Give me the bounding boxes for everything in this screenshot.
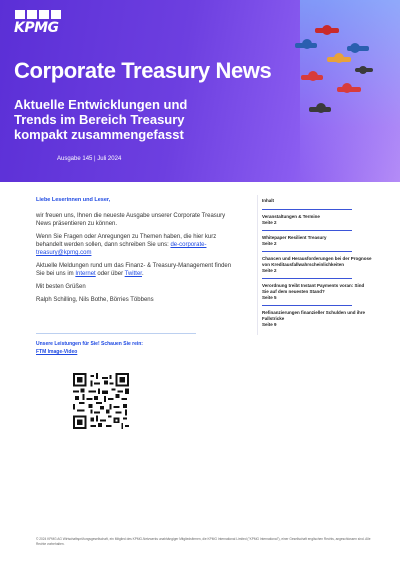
intro-paragraph: wir freuen uns, Ihnen die neueste Ausgabe unserer Corporate Treasury News präsentieren zu können. xyxy=(36,213,226,227)
skydivers-photo xyxy=(285,10,385,135)
email-link[interactable]: de-corporate-treasury@kpmg.com xyxy=(36,242,207,256)
editorial-letter xyxy=(36,196,236,309)
closing: Mit besten Grüßen xyxy=(36,284,86,290)
news-paragraph: Aktuelle Meldungen rund um das Finanz- & Treasury-Management finden Sie bei uns im Internet oder über Twitter. xyxy=(36,263,232,277)
toc-rule xyxy=(262,209,352,210)
video-link[interactable]: FTM Image-Video xyxy=(36,349,78,355)
toc-divider xyxy=(257,195,258,335)
page-subtitle: Aktuelle Entwicklungen und Trends im Bereich Treasury kompakt zusammengefasst xyxy=(14,97,188,142)
greeting: Liebe Leserinnen und Leser, xyxy=(36,197,111,203)
toc-rule xyxy=(262,305,352,306)
toc-heading: Inhalt xyxy=(262,198,274,203)
toc-item[interactable]: Veranstaltungen & Termine Seite 2 xyxy=(262,214,320,225)
table-of-contents xyxy=(262,198,372,329)
toc-rule xyxy=(262,251,352,252)
page-title: Corporate Treasury News xyxy=(14,58,272,83)
section-divider xyxy=(36,333,196,334)
services-heading: Unsere Leistungen für Sie! Schauen Sie rein: xyxy=(36,341,143,347)
toc-rule xyxy=(262,230,352,231)
toc-rule xyxy=(262,278,352,279)
twitter-link[interactable]: Twitter xyxy=(124,271,142,277)
issue-label: Ausgabe 145 | Juli 2024 xyxy=(57,156,122,162)
skydiver-figure xyxy=(315,25,339,35)
internet-link[interactable]: Internet xyxy=(75,271,96,277)
kpmg-logo xyxy=(14,10,74,40)
legal-footer: © 2024 KPMG AG Wirtschaftsprüfungsgesellschaft, ein Mitglied des KPMG-Netzwerks unabhängiger Mitgliedsfirmen, die KPMG International Limited ("KPMG International"), einer Gesellschaft englischen Rechts, angeschlossen sind. Alle Rechte vorbehalten. xyxy=(36,537,371,546)
qr-code[interactable] xyxy=(73,373,129,429)
header-banner xyxy=(0,0,400,182)
logo-text: KPMG xyxy=(14,20,59,36)
toc-item[interactable]: Verordnung treibt Instant Payments voran: Sind Sie auf dem neuesten Stand? Seite 5 xyxy=(262,283,365,300)
toc-item[interactable]: Whitepaper Resilient Treasury Seite 2 xyxy=(262,235,327,246)
toc-item[interactable]: Refinanzierungen finanzieller Schulden und ihre Fallstricke Seite 9 xyxy=(262,310,366,327)
toc-item[interactable]: Chancen und Herausforderungen bei der Prognose von Kreditausfallwahrscheinlichkeiten Seite 2 xyxy=(262,256,372,273)
contact-paragraph: Wenn Sie Fragen oder Anregungen zu Themen haben, die hier kurz behandelt werden sollen, dann schreiben Sie uns: de-corporate-treasury@kpmg.com xyxy=(36,234,217,256)
signatures: Ralph Schilling, Nils Bothe, Börries Többens xyxy=(36,297,154,303)
